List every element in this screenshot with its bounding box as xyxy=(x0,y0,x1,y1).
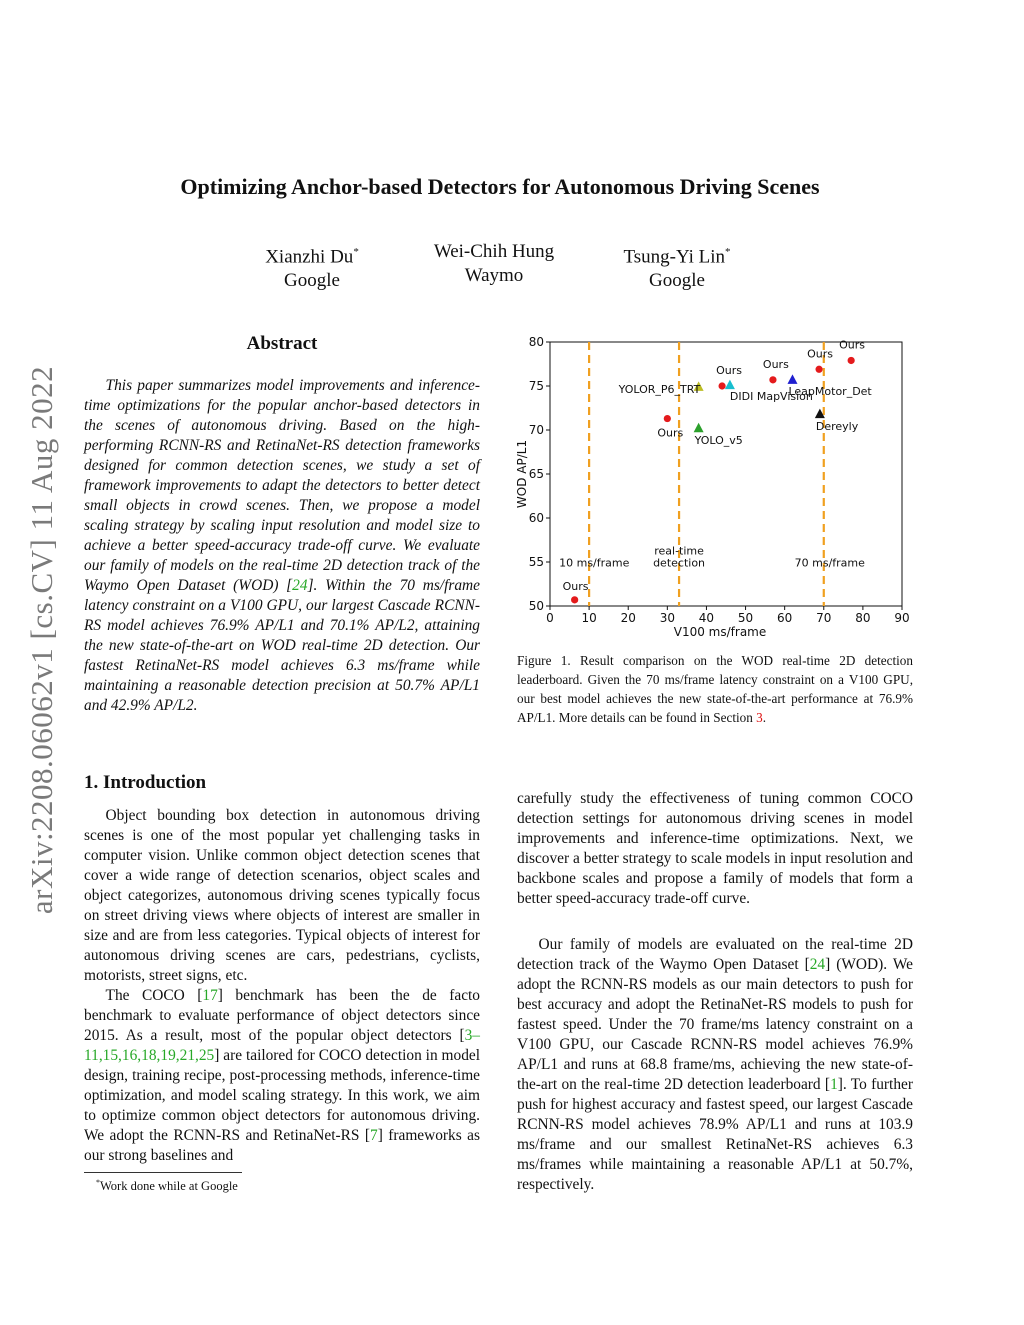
y-tick-label: 70 xyxy=(528,423,544,437)
x-tick-label: 90 xyxy=(894,611,910,625)
data-point xyxy=(718,382,725,389)
caption-text: Figure 1. Result comparison on the WOD real-time 2D detection leaderboard. Given the 70 ms/frame latency constraint on a V100 GPU, our best model achieves the new state-of-the-art performance at 76.9% AP/L1. More details can be found in Section xyxy=(517,653,913,725)
y-tick-label: 60 xyxy=(528,511,544,525)
x-tick-label: 30 xyxy=(659,611,675,625)
y-tick-label: 65 xyxy=(528,467,544,481)
author-affiliation: Google xyxy=(649,270,705,292)
intro-paragraph-2 xyxy=(84,986,480,1166)
y-axis-label: WOD AP/L1 xyxy=(515,439,529,509)
citation-link[interactable]: 17 xyxy=(202,987,218,1004)
citation-link[interactable]: 7 xyxy=(370,1127,378,1144)
threshold-label: real-time xyxy=(654,544,704,558)
right-text: ]. To further push for highest accuracy and fastest speed, our largest Cascade RCNN-RS model achieves 78.9% AP/L1 and runs at 103.9 ms/frame and our smallest RetinaNet-RS achieves 6.3 ms/frames while maintaining a reasonable AP/L1 at 50.7%, respectively. xyxy=(517,1076,913,1193)
author-name: Xianzhi Du xyxy=(265,246,354,268)
point-label: YOLO_v5 xyxy=(694,434,743,448)
right-column-paragraph-1 xyxy=(517,789,913,909)
introduction-heading: 1. Introduction xyxy=(84,772,207,793)
arxiv-identifier-text: arXiv:2208.06062v1 [cs.CV] 11 Aug 2022 xyxy=(24,365,59,915)
intro-paragraph-1: Object bounding box detection in autonomous driving scenes is one of the most popular yet challenging tasks in computer vision. Unlike common object detection scenes that cover a wide range of detection scenarios, object scales and object categorizes, autonomous driving scenes typically focus on street driving views where objects of interest are smaller in size and are from less categories. Typical objects of interest for autonomous driving scenes are cars, pedestrians, cyclists, motorists, street signs, etc. xyxy=(84,807,480,984)
footnote-text: Work done while at Google xyxy=(100,1179,238,1194)
author-2 xyxy=(394,240,594,288)
x-tick-label: 20 xyxy=(620,611,636,625)
abstract-heading: Abstract xyxy=(246,333,318,354)
abstract-text: This paper summarizes model improvements and inference-time optimizations for the popular anchor-based detectors in the scenes of autonomous driving. Based on the high-performing RCNN-RS and RetinaNet-RS detection frameworks designed for common detection scenes, we study a set of framework improvements to adapt the detectors to better detect small objects in crowd scenes. Then, we propose a model scaling strategy by scaling input resolution and model size to achieve a better speed-accuracy trade-off curve. We evaluate our family of models on the real-time 2D detection track of the Waymo Open Dataset (WOD) [ xyxy=(84,377,480,594)
author-mark: * xyxy=(725,246,731,258)
x-tick-label: 60 xyxy=(777,611,793,625)
intro-text: ] frameworks as our strong baselines and xyxy=(84,1127,480,1164)
right-column-paragraph-2 xyxy=(517,935,913,1195)
point-label: Ours xyxy=(657,426,684,440)
right-text: Our family of models are evaluated on the real-time 2D detection track of the Waymo Open Dataset [ xyxy=(517,936,913,973)
figure-1-chart xyxy=(512,330,912,639)
threshold-label: 10 ms/frame xyxy=(559,556,630,570)
point-label: Ours xyxy=(762,357,789,371)
author-affiliation: Google xyxy=(284,270,340,292)
citation-link[interactable]: 24 xyxy=(292,577,308,594)
data-point xyxy=(664,415,671,422)
caption-text-end: . xyxy=(762,710,767,725)
threshold-label: detection xyxy=(653,556,706,570)
figure-caption xyxy=(517,651,913,727)
intro-text: The COCO [ xyxy=(105,987,203,1004)
right-text: ] (WOD). We adopt the RCNN-RS models as our main detectors to push for best accuracy and adopt the RetinaNet-RS models to push for fastest speed. Under the 70 frame/ms latency constraint on a V100 GPU, our Cascade RCNN-RS model achieves 76.9% AP/L1 and runs at 68.8 frame/ms, achieving the new state-of-the-art on the real-time 2D detection leaderboard [ xyxy=(517,956,913,1093)
point-label: Ours xyxy=(562,579,589,593)
author-1 xyxy=(212,240,412,293)
footnote xyxy=(96,1178,238,1194)
x-tick-label: 70 xyxy=(816,611,832,625)
arxiv-identifier xyxy=(22,340,62,940)
citation-link[interactable]: 24 xyxy=(809,956,826,973)
y-tick-label: 50 xyxy=(528,599,544,613)
abstract-body xyxy=(84,376,480,716)
author-mark: * xyxy=(353,246,359,258)
footnote-divider xyxy=(84,1172,242,1173)
abstract-text-end: ]. Within the 70 ms/frame latency constraint on a V100 GPU, our largest Cascade RCNN-RS model achieves 76.9% AP/L1 and 70.1% AP/L2, attaining the new state-of-the-art on WOD real-time 2D detection. Our fastest RetinaNet-RS model achieves 6.3 ms/frame while maintaining a reasonable detection precision at 50.7% AP/L1 and 42.9% AP/L2. xyxy=(84,577,480,714)
section-link[interactable]: 3 xyxy=(756,710,763,725)
footnote-mark: * xyxy=(96,1178,100,1187)
x-tick-label: 10 xyxy=(581,611,597,625)
x-tick-label: 80 xyxy=(855,611,871,625)
author-3 xyxy=(577,240,777,293)
data-point xyxy=(815,366,822,373)
citation-link[interactable]: 1 xyxy=(830,1076,838,1093)
x-tick-label: 0 xyxy=(546,611,554,625)
right-paragraph-1: carefully study the effectiveness of tuning common COCO detection settings for autonomous driving scenes in model improvements and inference-time optimizations. Next, we discover a better strategy to scale models in input resolution and backbone scales and propose a family of models that form a better speed-accuracy trade-off curve. xyxy=(517,790,913,907)
y-tick-label: 80 xyxy=(528,335,544,349)
point-label: Ours xyxy=(716,364,742,377)
threshold-label: 70 ms/frame xyxy=(794,556,865,570)
paper-title: Optimizing Anchor-based Detectors for Autonomous Driving Scenes xyxy=(180,174,820,199)
y-tick-label: 55 xyxy=(528,555,544,569)
point-label: Ours xyxy=(839,338,866,352)
intro-text: ] benchmark has been the de facto benchmark to evaluate performance of object detectors since 2015. As a result, most of the popular object detectors [ xyxy=(84,987,480,1044)
intro-text: ] are tailored for COCO detection in model design, training recipe, post-processing methods, inference-time optimization, and model scaling strategy. In this work, we aim to optimize common object detectors for autonomous driving. We adopt the RCNN-RS and RetinaNet-RS [ xyxy=(84,1047,480,1144)
author-name: Tsung-Yi Lin xyxy=(623,246,726,268)
point-label: YOLOR_P6_TRT xyxy=(618,382,701,396)
x-tick-label: 40 xyxy=(698,611,715,625)
point-label: DIDI MapVision xyxy=(729,390,813,404)
x-tick-label: 50 xyxy=(737,611,754,625)
data-point xyxy=(769,376,776,383)
data-point xyxy=(848,357,855,364)
citation-link[interactable]: 3–11,15,16,18,19,21,25 xyxy=(84,1027,480,1064)
author-name: Wei-Chih Hung xyxy=(433,241,555,262)
author-affiliation: Waymo xyxy=(464,265,524,286)
data-point xyxy=(571,596,578,603)
point-label: Ours xyxy=(807,347,833,361)
introduction-body xyxy=(84,806,480,1166)
point-label: LeapMotor_Det xyxy=(788,384,872,398)
y-tick-label: 75 xyxy=(528,379,544,393)
x-axis-label: V100 ms/frame xyxy=(673,625,767,639)
point-label: Dereyly xyxy=(815,420,859,434)
